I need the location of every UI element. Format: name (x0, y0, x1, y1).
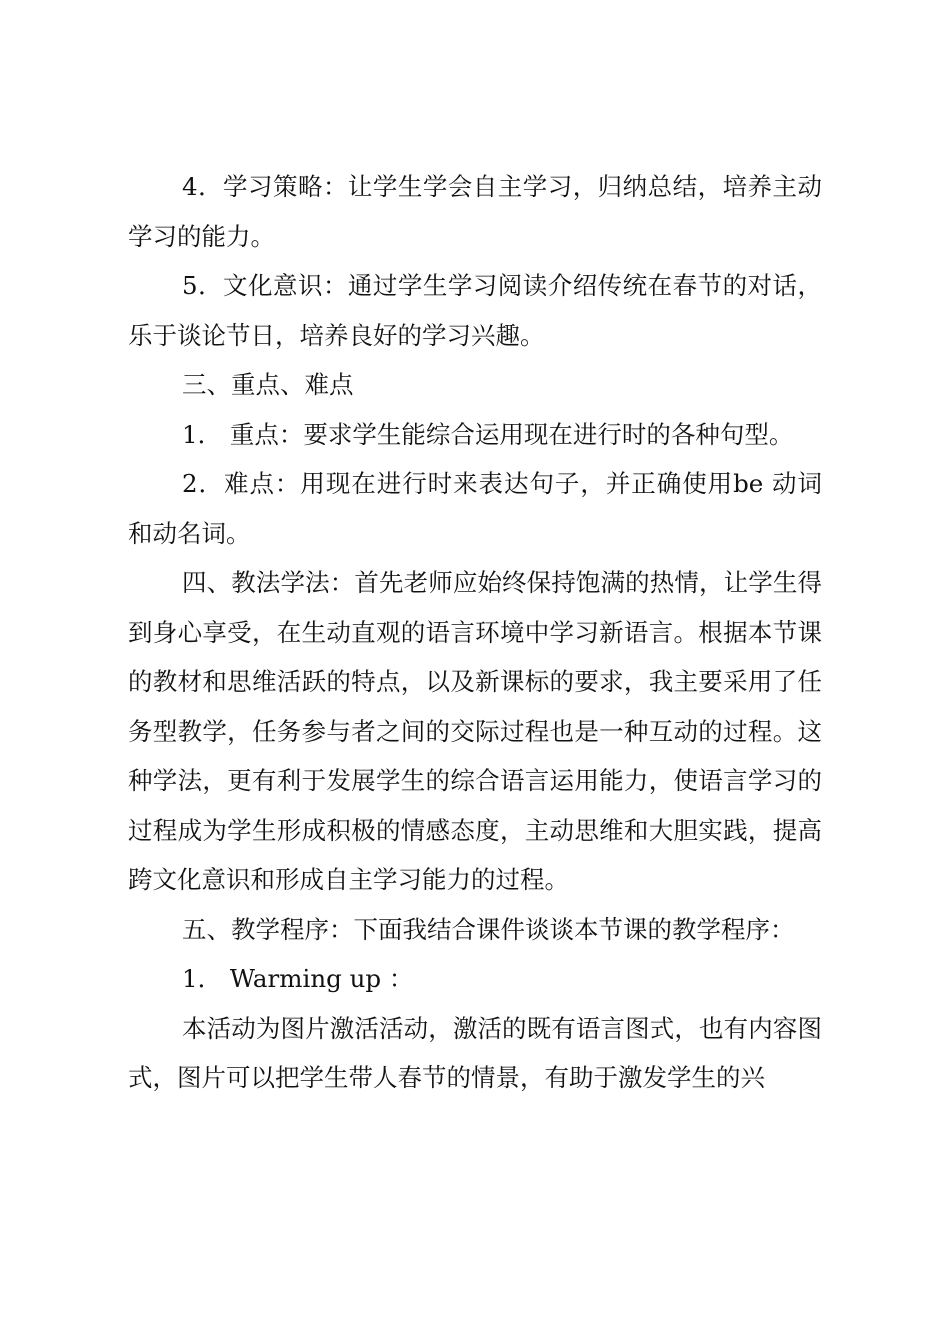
paragraph-activity-description: 本活动为图片激活活动，激活的既有语言图式，也有内容图式，图片可以把学生带人春节的情景，有助于激发学生的兴 (128, 1013, 822, 1092)
section-heading-key-points: 三、重点、难点 (182, 370, 354, 399)
paragraph-teaching-procedure: 五、教学程序：下面我结合课件谈谈本节课的教学程序： (182, 914, 795, 944)
paragraph-key-point: 1． 重点：要求学生能综合运用现在进行时的各种句型。 (182, 419, 794, 449)
paragraph-difficult-point: 2．难点：用现在进行时来表达句子，并正确使用be 动词和动名词。 (128, 469, 822, 548)
paragraph-warming-up: 1． Warming up ： (182, 964, 414, 993)
paragraph-learning-strategy: 4．学习策略：让学生学会自主学习，归纳总结，培养主动学习的能力。 (128, 172, 822, 251)
paragraph-cultural-awareness: 5．文化意识：通过学生学习阅读介绍传统在春节的对话，乐于谈论节日，培养良好的学习兴趣。 (128, 271, 822, 350)
paragraph-teaching-methods: 四、教法学法：首先老师应始终保持饱满的热情，让学生得到身心享受，在生动直观的语言环境中学习新语言。根据本节课的教材和思维活跃的特点，以及新课标的要求，我主要采用了任务型教学，任务参与者之间的交际过程也是一种互动的过程。这种学法，更有利于发展学生的综合语言运用能力，使语言学习的过程成为学生形成积极的情感态度，主动思维和大胆实践，提高跨文化意识和形成自主学习能力的过程。 (128, 568, 822, 894)
document-body (128, 162, 822, 1103)
